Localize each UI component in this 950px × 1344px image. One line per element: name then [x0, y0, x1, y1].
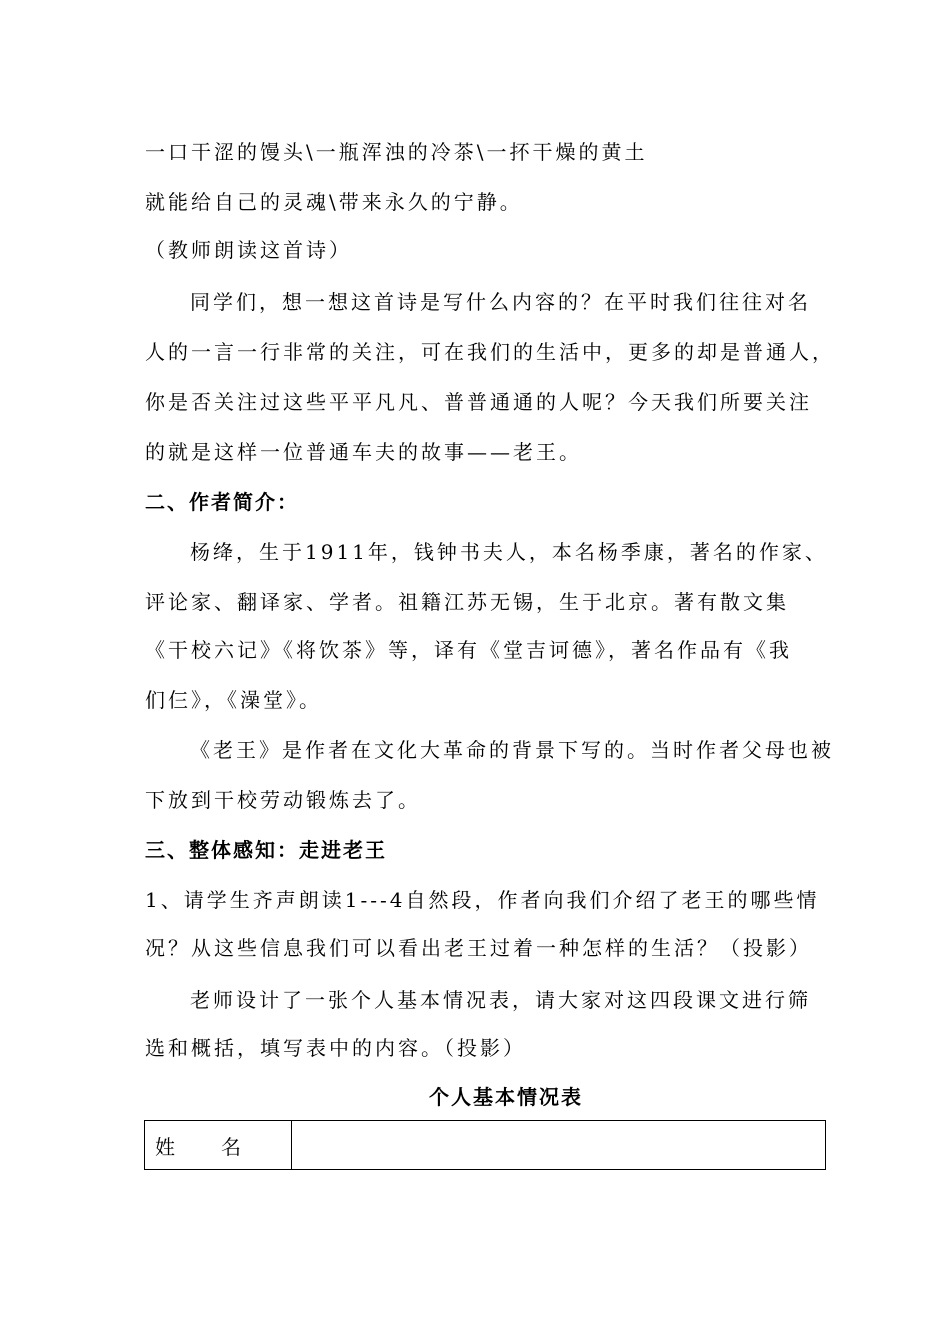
background-paragraph-line-2: 下放到干校劳动锻炼去了。 [145, 788, 421, 812]
teacher-paragraph-line-1: 老师设计了一张个人基本情况表，请大家对这四段课文进行筛 [190, 988, 811, 1012]
author-paragraph-line-1: 杨绛，生于1911年，钱钟书夫人，本名杨季康，著名的作家、 [190, 540, 828, 564]
intro-paragraph-line-3: 你是否关注过这些平平凡凡、普普通通的人呢？今天我们所要关注 [145, 390, 812, 414]
personal-info-table [144, 1120, 826, 1170]
table-title: 个人基本情况表 [429, 1085, 583, 1109]
author-paragraph-line-2: 评论家、翻译家、学者。祖籍江苏无锡，生于北京。著有散文集 [145, 590, 789, 614]
poem-line-2: 就能给自己的灵魂\带来永久的宁静。 [145, 190, 523, 214]
intro-paragraph-line-4: 的就是这样一位普通车夫的故事——老王。 [145, 440, 582, 464]
intro-paragraph-line-1: 同学们，想一想这首诗是写什么内容的？在平时我们往往对名 [190, 290, 811, 314]
task-paragraph-line-2: 况？从这些信息我们可以看出老王过着一种怎样的生活？（投影） [145, 936, 812, 960]
author-paragraph-line-4: 们仨》，《澡堂》。 [145, 688, 322, 712]
table-cell-label: 姓 名 [145, 1121, 292, 1170]
table-cell-value [292, 1121, 826, 1170]
section-heading-author: 二、作者简介： [145, 490, 299, 514]
task-paragraph-line-1: 1、请学生齐声朗读1---4自然段，作者向我们介绍了老王的哪些情 [145, 888, 820, 912]
table-row [145, 1121, 826, 1170]
section-heading-overview: 三、整体感知：走进老王 [145, 838, 387, 862]
background-paragraph-line-1: 《老王》是作者在文化大革命的背景下写的。当时作者父母也被 [190, 738, 834, 762]
author-paragraph-line-3: 《干校六记》《将饮茶》等，译有《堂吉诃德》，著名作品有《我 [145, 638, 792, 662]
poem-line-1: 一口干涩的馒头\一瓶浑浊的冷茶\一抔干燥的黄土 [145, 140, 648, 164]
teacher-paragraph-line-2: 选和概括，填写表中的内容。（投影） [145, 1036, 526, 1060]
stage-direction: （教师朗读这首诗） [145, 238, 352, 262]
intro-paragraph-line-2: 人的一言一行非常的关注，可在我们的生活中，更多的却是普通人， [145, 340, 835, 364]
